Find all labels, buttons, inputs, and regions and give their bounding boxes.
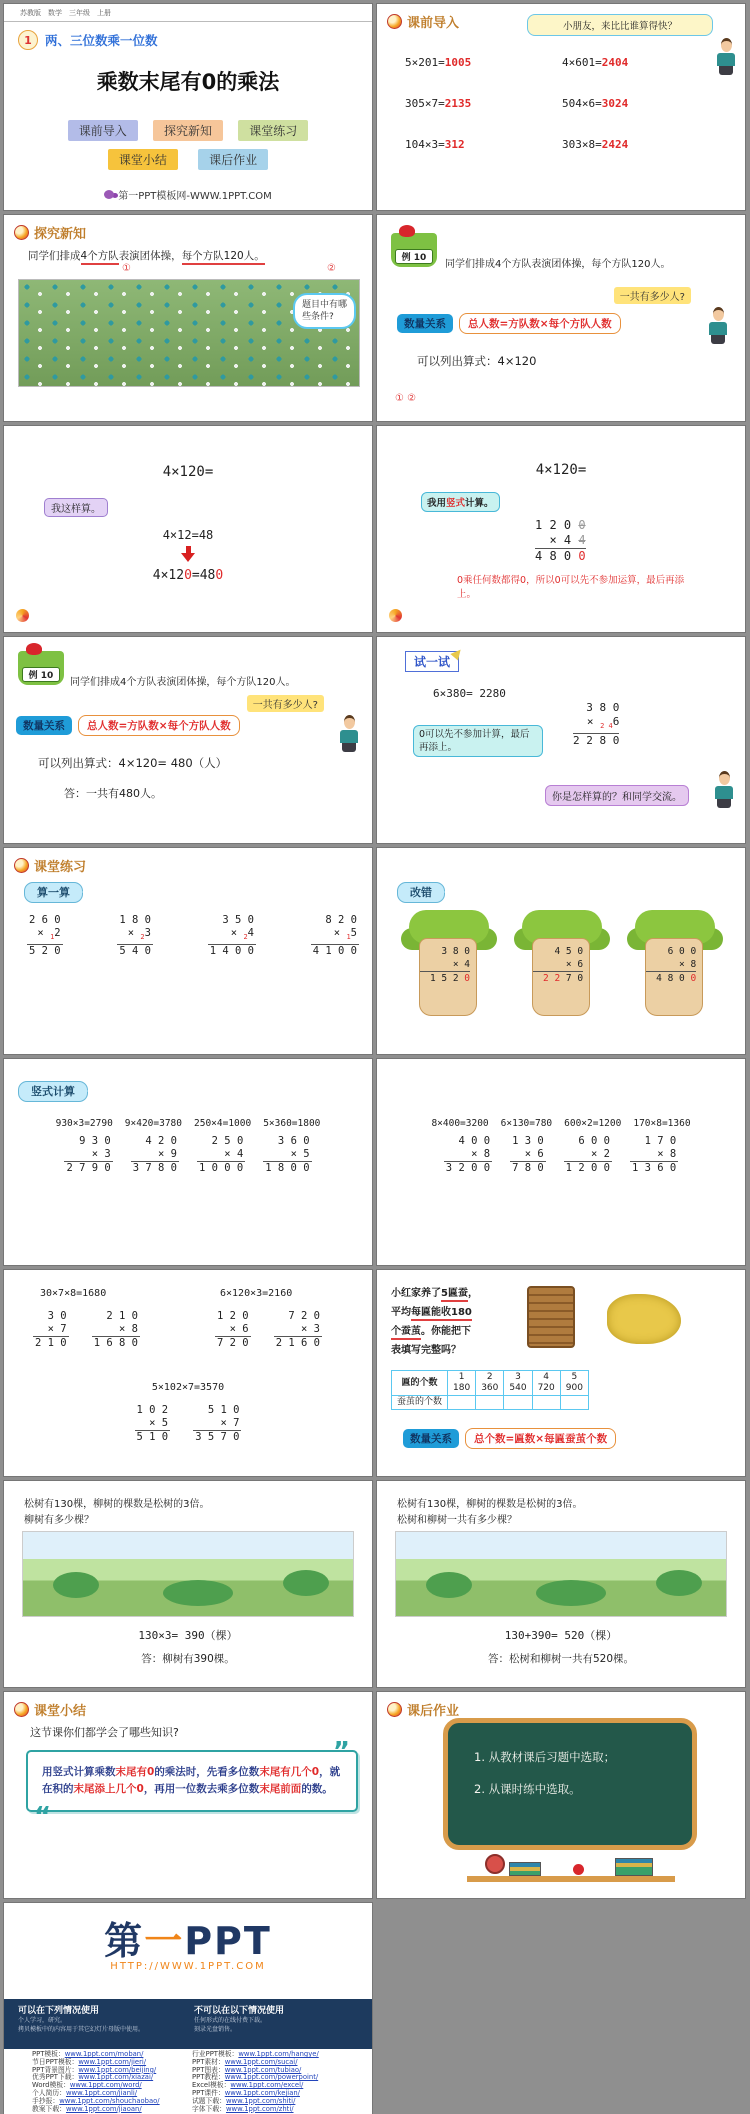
- link-url[interactable]: www.1ppt.com/powerpoint/: [224, 2073, 319, 2082]
- links-column-left: [32, 2051, 192, 2114]
- vertical-multiplication: 8 2 0 × $_1$5 4 1 0 0: [312, 914, 357, 958]
- vertical-multiplication: 3 0 × 7 2 1 0: [35, 1310, 67, 1349]
- vertical-multiplication: 3 5 0 × $_2$4 1 4 0 0: [209, 914, 254, 958]
- bush: [283, 1570, 329, 1596]
- slide-10-error-fix: [377, 848, 745, 1054]
- vertical-multiplication: 1 7 0 × 8 1 3 6 0: [631, 1135, 677, 1174]
- link-row: [192, 2106, 362, 2114]
- math-problem: 303×8=2424: [562, 138, 629, 151]
- bush: [53, 1572, 99, 1598]
- slide-4-example10: [377, 215, 745, 421]
- problem-text: 表演团体操，: [118, 250, 182, 262]
- link-label: PPT教程：: [192, 2073, 225, 2082]
- alarm-clock-icon: [485, 1854, 505, 1874]
- slide-5-mental-math: [4, 426, 372, 632]
- link-label: PPT课件：: [192, 2088, 225, 2097]
- equations-row: [4, 1111, 372, 1130]
- ladybug-example-badge: [18, 651, 64, 685]
- problem-text: 小红家养了5匾蚕， 平均每匾能收180 个蚕茧。你能把下 表填写完整吗？: [391, 1288, 478, 1356]
- link-label: PPT图表：: [192, 2065, 225, 2074]
- vertical-multiplication: 2 5 0 × 4 1 0 0 0: [199, 1135, 244, 1174]
- link-url[interactable]: www.1ppt.com/xiazai/: [78, 2073, 154, 2082]
- think-bubble: 我这样算。: [44, 498, 108, 517]
- circled-marks: ① ②: [395, 393, 417, 404]
- silkworm-rack-image: [527, 1286, 575, 1348]
- vertical-multiplication: 2 1 0 × 8 1 6 8 0: [93, 1310, 138, 1349]
- link-url[interactable]: www.1ppt.com/shouchaobao/: [59, 2096, 160, 2105]
- equation: 930×3=2790: [55, 1118, 113, 1129]
- section-header: 课堂小结: [34, 1704, 87, 1719]
- equation: 170×8=1360: [633, 1118, 691, 1129]
- link-row: [32, 2106, 192, 2114]
- links-column-right: [192, 2051, 362, 2114]
- section-header: 课前导入: [407, 16, 460, 31]
- link-label: 优秀PPT下载：: [32, 2073, 79, 2082]
- circled-2: ②: [327, 263, 336, 274]
- fix-tag: 改错: [397, 882, 445, 903]
- problem-text: 同学们排成4个方队表演团体操，每个方队120人。: [70, 677, 296, 688]
- mascot-icon: [14, 225, 29, 240]
- link-label: 教案下载：: [32, 2104, 66, 2113]
- park-image: [395, 1531, 727, 1617]
- home-swirl-icon[interactable]: [389, 609, 402, 622]
- slide-11-column-calc: [4, 1059, 372, 1265]
- math-problem: 504×6=3024: [562, 97, 629, 110]
- vertical-multiplication: 1 0 2 × 5 5 1 0: [136, 1404, 169, 1443]
- chalkboard: [443, 1718, 697, 1850]
- verticals-row: [377, 1135, 745, 1175]
- vertical-multiplication: 5 1 0 × 7 3 5 7 0: [195, 1404, 240, 1443]
- section-header: 课堂练习: [34, 860, 87, 875]
- nav-chip-explore[interactable]: 探究新知: [153, 120, 223, 141]
- slide-3-explore: [4, 215, 372, 421]
- vertical-multiplication: 1 3 0 × 6 7 8 0: [512, 1135, 544, 1174]
- expression-line: 可以列出算式：4×120: [417, 354, 537, 368]
- can-use-item: 个人学习，研究。: [18, 2017, 67, 2024]
- link-url[interactable]: www.1ppt.com/tubiao/: [224, 2065, 302, 2074]
- apple-icon: [573, 1864, 584, 1875]
- cannot-use-list: [194, 2016, 372, 2034]
- question-bubble: 一共有多少人?: [247, 695, 324, 712]
- slide-7-example10-solution: [4, 637, 372, 843]
- equation: 8×400=3200: [431, 1118, 489, 1129]
- vertical-multiplication: 1 8 0 × $_2$3 5 4 0: [119, 914, 151, 958]
- link-label: PPT背景图片：: [32, 2065, 79, 2074]
- cloud-question-bubble: 题目中有哪 些条件?: [293, 293, 356, 329]
- ladybug-icon: [399, 225, 415, 237]
- teacher-speech-bubble: 小朋友，来比比谁算得快？: [527, 14, 713, 36]
- underlined-condition-2: 每个方队120人。: [182, 250, 265, 265]
- link-label: 行业PPT模板：: [192, 2050, 239, 2058]
- problem-line-2: 柳树有多少棵？: [24, 1515, 94, 1526]
- equations-row: [377, 1111, 745, 1130]
- vertical-multiplication: 1 2 0 × 6 7 2 0: [217, 1310, 249, 1349]
- link-url[interactable]: www.1ppt.com/kejian/: [224, 2088, 300, 2097]
- link-url[interactable]: www.1ppt.com/zhti/: [225, 2104, 294, 2113]
- column-calc-tag: 竖式计算: [18, 1081, 88, 1102]
- equation: 5×102×7=3570: [151, 1382, 225, 1393]
- site-watermark: 第一PPT模板网-WWW.1PPT.COM: [118, 191, 272, 202]
- ladybug-icon: [26, 643, 42, 655]
- calc-tag: 算一算: [24, 882, 83, 903]
- slide-16-total-problem: [377, 1481, 745, 1687]
- link-url[interactable]: www.1ppt.com/jianli/: [65, 2088, 138, 2097]
- math-problem: 5×201=1005: [405, 56, 472, 69]
- edition-topbar: 苏教版 数学 三年级 上册: [4, 6, 372, 22]
- link-url[interactable]: www.1ppt.com/word/: [69, 2081, 142, 2090]
- mascot-icon: [387, 1702, 402, 1717]
- vertical-calculation: 1 2 0 0 × 4 4 4 8 0 0: [535, 518, 586, 563]
- tree-problems: [395, 910, 745, 1032]
- vertical-calculation: 3 8 0 × $_{2 4}$6 2 2 8 0: [573, 701, 620, 748]
- slide-19-brand-footer: [4, 1903, 372, 2114]
- link-url[interactable]: www.1ppt.com/hangye/: [238, 2050, 319, 2058]
- tree-problem: 6 0 0 × 8 4 8 0 0: [625, 910, 725, 1028]
- summary-question: 这节课你们都学会了哪些知识?: [30, 1726, 179, 1739]
- vertical-multiplication: 9 3 0 × 3 2 7 9 0: [66, 1135, 111, 1174]
- math-problem: 4×601=2404: [562, 56, 629, 69]
- relation-formula: 总人数=方队数×每个方队人数: [78, 715, 240, 736]
- cannot-use-title: 不可以在以下情况使用: [194, 2006, 285, 2016]
- answer-line: 答：柳树有390棵。: [141, 1653, 235, 1665]
- teacher-figure: [711, 771, 737, 808]
- link-url[interactable]: www.1ppt.com/jieri/: [78, 2057, 147, 2066]
- books-icon: [509, 1862, 541, 1876]
- expression-line: 可以列出算式：4×120= 480（人）: [38, 756, 228, 770]
- logo-dash: 一: [144, 1919, 185, 1963]
- teacher-figure: [705, 307, 731, 344]
- equation: 250×4=1000: [194, 1118, 252, 1129]
- expression-line: 130+390= 520（棵）: [504, 1629, 618, 1642]
- verticals-row: [4, 1135, 372, 1175]
- can-use-list: [18, 2016, 188, 2034]
- link-url[interactable]: www.1ppt.com/shiti/: [225, 2096, 296, 2105]
- equation: 6×380= 2280: [433, 687, 506, 700]
- try-it-tag: 试一试: [405, 651, 459, 672]
- equation: 5×360=1800: [263, 1118, 321, 1129]
- link-url[interactable]: www.1ppt.com/jiaoan/: [65, 2104, 142, 2113]
- question-bubble: 一共有多少人?: [614, 287, 691, 304]
- nav-chip-practice[interactable]: 课堂练习: [238, 120, 308, 141]
- slide-14-silkworm-problem: [377, 1270, 745, 1476]
- lesson-title: 乘数末尾有0的乘法: [96, 70, 280, 94]
- answer-line: 答：松树和柳树一共有520棵。: [487, 1653, 635, 1665]
- problem-title: 4×120=: [162, 464, 214, 480]
- vertical-multiplication: 6 0 0 × 2 1 2 0 0: [565, 1135, 610, 1174]
- problem-text: 同学们排成4个方队表演团体操，每个方队120人。: [445, 259, 671, 270]
- vertical-multiplication: 4 2 0 × 9 3 7 8 0: [132, 1135, 177, 1174]
- relation-tag: 数量关系: [397, 314, 453, 333]
- practice-problems: [18, 914, 368, 958]
- math-problem: 104×3=312: [405, 138, 465, 151]
- slide-9-practice: [4, 848, 372, 1054]
- link-url[interactable]: www.1ppt.com/sucai/: [224, 2057, 298, 2066]
- homework-item-2: 2. 从课时练中选取。: [474, 1782, 581, 1796]
- equation: 6×120×3=2160: [220, 1288, 293, 1299]
- vertical-multiplication: 3 6 0 × 5 1 8 0 0: [265, 1135, 310, 1174]
- slide-2-warmup: [377, 4, 745, 210]
- discuss-bubble: 你是怎样算的？和同学交流。: [545, 785, 689, 806]
- unit-number-circle: 1: [18, 30, 38, 50]
- step-1: 4×12=48: [162, 528, 214, 542]
- site-links: [4, 2049, 372, 2114]
- slide-13-chain-multiplication: [4, 1270, 372, 1476]
- tree-problem: 3 8 0 × 4 1 5 2 0: [399, 910, 499, 1028]
- example-label: 例 10: [395, 249, 433, 264]
- relation-overlay: [403, 1428, 616, 1449]
- method-bubble: 我用竖式计算。: [421, 492, 500, 512]
- logo-char-1: 第: [104, 1919, 145, 1963]
- problem-line-1: 松树有130棵，柳树的棵数是松树的3倍。: [397, 1499, 583, 1510]
- link-label: 试题下载：: [192, 2096, 226, 2105]
- hint-bubble: 0可以先不参加计算，最后再添上。: [413, 725, 543, 757]
- vertical-multiplication: 4 0 0 × 8 3 2 0 0: [445, 1135, 491, 1174]
- step-2: 4×120=480: [152, 568, 224, 583]
- link-label: 手抄报：: [32, 2096, 60, 2105]
- link-label: 个人简历：: [32, 2088, 66, 2097]
- link-label: PPT素材：: [192, 2057, 225, 2066]
- cannot-use-item: 任何形式的在线付费下载。: [194, 2017, 267, 2024]
- problem-title: 4×120=: [535, 462, 587, 478]
- red-down-arrow: [4, 546, 372, 569]
- section-header: 课后作业: [407, 1704, 460, 1719]
- warmup-problems: [405, 56, 705, 151]
- problem-text: 同学们排成: [28, 250, 81, 262]
- ladybug-example-badge: [391, 233, 437, 267]
- mascot-icon: [14, 858, 29, 873]
- underlined-condition-1: 4个方队: [81, 250, 119, 265]
- equation: 600×2=1200: [564, 1118, 622, 1129]
- table-row2-label: 蚕茧的个数: [392, 1396, 448, 1410]
- cannot-use-item: 刻录光盘销售。: [194, 2026, 237, 2033]
- link-url[interactable]: www.1ppt.com/moban/: [64, 2050, 144, 2058]
- data-table: 匾的个数 1 180 2 360 3 540 4 720 5 900 蚕茧的个数: [391, 1370, 589, 1410]
- books-icon: [615, 1858, 653, 1876]
- slide-12-column-calc-2: [377, 1059, 745, 1265]
- usage-terms-band: [4, 1999, 372, 2049]
- shelf: [467, 1876, 675, 1882]
- logo-url[interactable]: HTTP://WWW.1PPT.COM: [110, 1961, 266, 1972]
- home-swirl-icon[interactable]: [16, 609, 29, 622]
- teacher-figure: [713, 38, 739, 75]
- vertical-multiplication: 2 6 0 × $_1$2 5 2 0: [29, 914, 61, 958]
- relation-tag: 数量关系: [16, 716, 72, 735]
- example-label: 例 10: [22, 667, 60, 682]
- link-label: Word模板：: [32, 2081, 70, 2090]
- problem-line-2: 松树和柳树一共有多少棵？: [397, 1515, 517, 1526]
- slide-17-summary: [4, 1692, 372, 1898]
- homework-item-1: 1. 从教材课后习题中选取；: [474, 1750, 616, 1764]
- bush: [163, 1580, 233, 1606]
- bush: [656, 1570, 702, 1596]
- mascot-icon: [387, 14, 402, 29]
- nav-chip-intro[interactable]: 课前导入: [68, 120, 138, 141]
- expression-line: 130×3= 390（棵）: [138, 1629, 238, 1642]
- link-label: PPT模板：: [32, 2050, 65, 2058]
- link-url[interactable]: www.1ppt.com/beijing/: [78, 2065, 157, 2074]
- can-use-item: 拷贝模板中的内容用于其它幻灯片母版中使用。: [18, 2026, 145, 2033]
- link-label: 节日PPT模板：: [32, 2057, 79, 2066]
- relation-formula: 总人数=方队数×每个方队人数: [459, 313, 621, 334]
- slide-1-title: [4, 4, 372, 210]
- butterfly-icon: [104, 190, 114, 199]
- link-url[interactable]: www.1ppt.com/excel/: [230, 2081, 304, 2090]
- slide-6-vertical-method: [377, 426, 745, 632]
- relation-formula: 总个数=匾数×每匾蚕茧个数: [465, 1428, 616, 1449]
- nav-chip-summary[interactable]: 课堂小结: [108, 149, 178, 170]
- cocoons-image: [607, 1294, 681, 1344]
- tree-problem: 4 5 0 × 6 2 2 7 0: [512, 910, 612, 1028]
- logo-ppt: PPT: [184, 1919, 272, 1963]
- link-label: Excel模板：: [192, 2081, 231, 2090]
- brand-logo[interactable]: [4, 1903, 372, 1999]
- rule-note: 0乘任何数都得0，所以0可以先不参加运算，最后再添上。: [457, 575, 685, 600]
- vertical-multiplication: 7 2 0 × 3 2 1 6 0: [275, 1310, 320, 1349]
- table-header: 匾的个数: [392, 1371, 448, 1396]
- can-use-title: 可以在下列情况使用: [18, 2006, 100, 2016]
- section-header: 探究新知: [34, 227, 87, 242]
- link-label: 字体下载：: [192, 2104, 226, 2113]
- slide-15-willow-problem: [4, 1481, 372, 1687]
- slide-8-try-it: [377, 637, 745, 843]
- unit-title: 两、三位数乘一位数: [45, 33, 158, 48]
- answer-line: 答：一共有480人。: [64, 787, 162, 800]
- empty-area: [377, 1903, 745, 2114]
- math-problem: 305×7=2135: [405, 97, 472, 110]
- mascot-icon: [14, 1702, 29, 1717]
- nav-chip-homework[interactable]: 课后作业: [198, 149, 268, 170]
- bush: [536, 1580, 606, 1606]
- relation-tag: 数量关系: [403, 1429, 459, 1448]
- park-image: [22, 1531, 354, 1617]
- summary-quote-box: ” 用竖式计算乘数末尾有0的乘法时，先看多位数末尾有几个0，就在积的末尾添上几个0，再用一位数去乘多位数末尾前面的数。 “: [26, 1750, 358, 1812]
- equation: 6×130=780: [500, 1118, 553, 1129]
- circled-1: ①: [122, 263, 131, 274]
- bush: [426, 1572, 472, 1598]
- equation: 9×420=3780: [124, 1118, 182, 1129]
- problem-line-1: 松树有130棵，柳树的棵数是松树的3倍。: [24, 1499, 210, 1510]
- slide-18-homework: [377, 1692, 745, 1898]
- equation: 30×7×8=1680: [40, 1288, 107, 1299]
- teacher-figure: [336, 715, 362, 752]
